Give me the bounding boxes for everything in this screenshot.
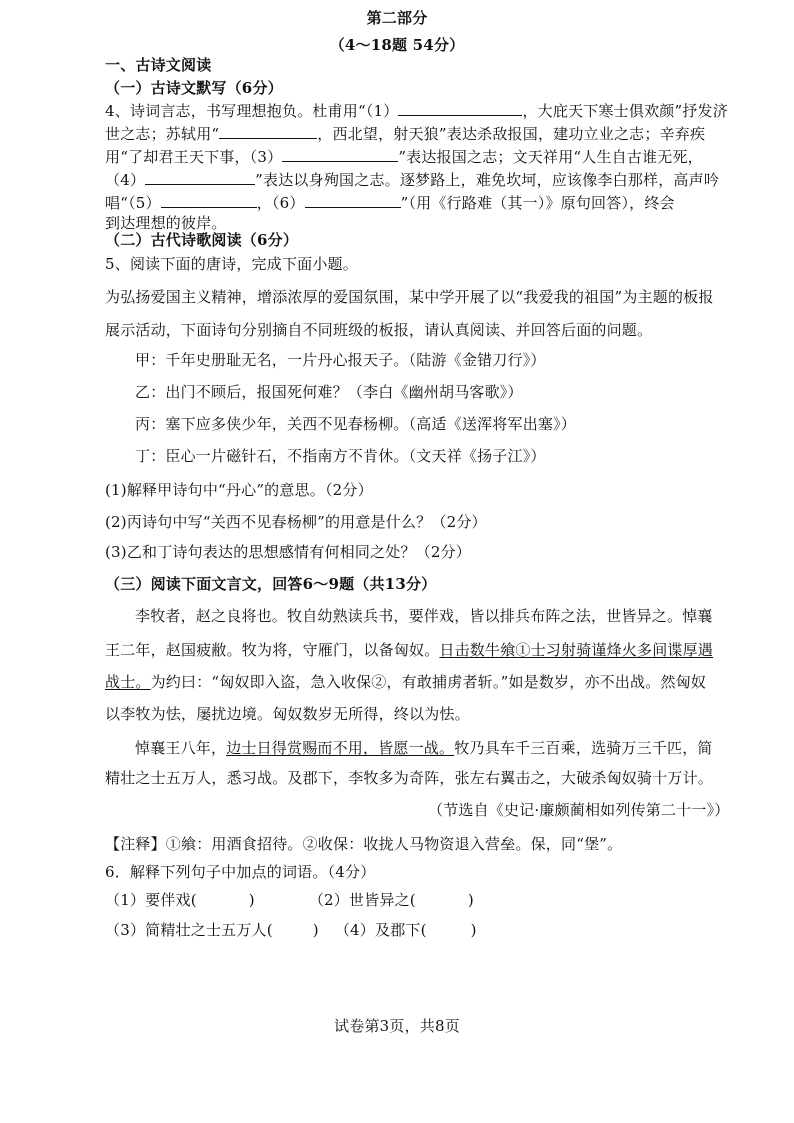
q4-line-6: 到达理想的彼岸。	[105, 214, 227, 232]
q4-line-3	[105, 147, 703, 167]
passage-p1-line-3	[105, 672, 706, 692]
section-title: 一、古诗文阅读	[105, 56, 212, 74]
q4-blank-2[interactable]	[219, 124, 317, 139]
passage-p2-line-2: 精壮之士五万人，悉习战。及郡下，李牧多为奇阵，张左右翼击之，大破杀匈奴骑十万计。	[105, 769, 714, 787]
q4-line-1	[105, 101, 728, 121]
poem-yi: 乙：出门不顾后，报国死何难？（李白《幽州胡马客歌》）	[135, 383, 523, 401]
passage-p1-line-1: 李牧者，赵之良将也。牧自幼熟读兵书，要伴戏，皆以排兵布阵之法，世皆异之。悼襄	[135, 607, 713, 625]
q4-line-5-text-a: 唱“（5）	[105, 194, 161, 212]
q4-line-5-text-c: ”（用《行路难（其一）》原句回答），终会	[400, 194, 675, 212]
q4-line-2	[105, 124, 705, 144]
q5-sub-1: (1)解释甲诗句中“丹心”的意思。（2分）	[105, 481, 373, 499]
poem-bing: 丙：塞下应多侠少年，关西不见春杨柳。（高适《送浑将军出塞》）	[135, 415, 577, 433]
passage-p1-line-2-text-a: 王二年，赵国疲敝。牧为将，守雁门，以备匈奴。	[105, 641, 440, 659]
part-range: （4～18题 54分）	[329, 36, 465, 54]
q6-item-1-close: )	[248, 891, 255, 909]
passage-p1-line-4: 以李牧为怯，屡扰边境。匈奴数岁无所得，终以为怯。	[105, 705, 470, 723]
q6-item-4-close: )	[470, 921, 477, 939]
q4-line-2-text-a: 世之志；苏轼用“	[105, 125, 220, 143]
q4-line-1-text-a: 4、诗词言志，书写理想抱负。杜甫用“（1）	[105, 102, 399, 120]
q4-line-4-text-a: （4）	[105, 171, 146, 189]
passage-p2-line-1-text-c: 牧乃具车千三百乘，选骑万三千匹，简	[454, 739, 713, 757]
q4-line-5-text-b: ，（6）	[256, 194, 305, 212]
q6-item-4-label: （4）及郡下(	[334, 921, 427, 939]
subsection-2-title: （二）古代诗歌阅读（6分）	[105, 231, 299, 249]
q4-line-1-text-b: ，大庇天下寒士俱欢颜”抒发济	[522, 102, 728, 120]
q4-blank-4[interactable]	[145, 170, 255, 185]
q6-title: 6．解释下列句子中加点的词语。（4分）	[105, 863, 376, 881]
q6-item-2-close: )	[467, 891, 474, 909]
passage-p1-line-3-text-b: 为约曰：“匈奴即入盗，急入收保②，有敢捕虏者斩。”如是数岁，亦不出战。然匈奴	[150, 673, 707, 691]
subsection-3-title: （三）阅读下面文言文，回答6～9题（共13分）	[105, 575, 437, 593]
q4-line-3-text-b: ”表达报国之志；文天祥用“人生自古谁无死，	[398, 148, 703, 166]
q4-blank-5[interactable]	[161, 193, 257, 208]
poem-ding: 丁：臣心一片磁针石，不指南方不肯休。（文天祥《扬子江》）	[135, 447, 546, 465]
q4-blank-1[interactable]	[398, 101, 522, 116]
q6-row-1	[105, 890, 474, 910]
q5-sub-2: (2)丙诗句中写“关西不见春杨柳”的用意是什么？（2分）	[105, 513, 487, 531]
q4-line-5	[105, 193, 675, 213]
passage-p2-line-1	[135, 738, 713, 758]
q4-blank-3[interactable]	[282, 147, 398, 162]
q6-item-1-label: （1）要伴戏(	[105, 891, 197, 909]
q5-intro-line-2: 展示活动，下面诗句分别摘自不同班级的板报，请认真阅读、并回答后面的问题。	[105, 321, 653, 339]
passage-p1-line-2	[105, 640, 713, 660]
q4-blank-6[interactable]	[305, 193, 401, 208]
passage-underlined-sentence-1: 日击数牛飨①士习射骑谨烽火多间谍厚遇	[439, 641, 714, 659]
q5-sub-3: (3)乙和丁诗句表达的思想感情有何相同之处？（2分）	[105, 543, 471, 561]
subsection-1-title: （一）古诗文默写（6分）	[105, 79, 283, 97]
part-title: 第二部分	[366, 9, 428, 27]
q4-line-4-text-b: ”表达以身殉国之志。逐梦路上，难免坎坷，应该像李白那样，高声吟	[255, 171, 720, 189]
q4-line-2-text-b: ，西北望，射天狼”表达杀敌报国，建功立业之志；辛弃疾	[317, 125, 706, 143]
passage-underlined-sentence-1-end: 战士。	[105, 673, 151, 691]
q5-intro-line-1: 为弘扬爱国主义精神，增添浓厚的爱国氛围，某中学开展了以“我爱我的祖国”为主题的板报	[105, 288, 714, 306]
passage-notes: 【注释】①飨：用酒食招待。②收保：收拢人马物资退入营垒。保，同“堡”。	[105, 835, 623, 853]
passage-source: （节选自《史记·廉颇蔺相如列传第二十一》）	[428, 801, 730, 819]
q6-row-2	[105, 920, 477, 940]
q4-line-3-text-a: 用“了却君王天下事，（3）	[105, 148, 283, 166]
q6-item-3-close: )	[312, 921, 319, 939]
q5-title: 5、阅读下面的唐诗，完成下面小题。	[105, 255, 358, 273]
poem-jia: 甲：千年史册耻无名，一片丹心报天子。（陆游《金错刀行》）	[135, 351, 546, 369]
q4-line-4	[105, 170, 719, 190]
q6-item-2-label: （2）世皆异之(	[308, 891, 416, 909]
passage-p2-line-1-text-a: 悼襄王八年，	[135, 739, 227, 757]
q6-item-3-label: （3）简精壮之士五万人(	[105, 921, 273, 939]
passage-underlined-sentence-2: 边士日得赏赐而不用，皆愿一战。	[226, 739, 455, 757]
page-footer: 试卷第3页，共8页	[334, 1017, 460, 1035]
